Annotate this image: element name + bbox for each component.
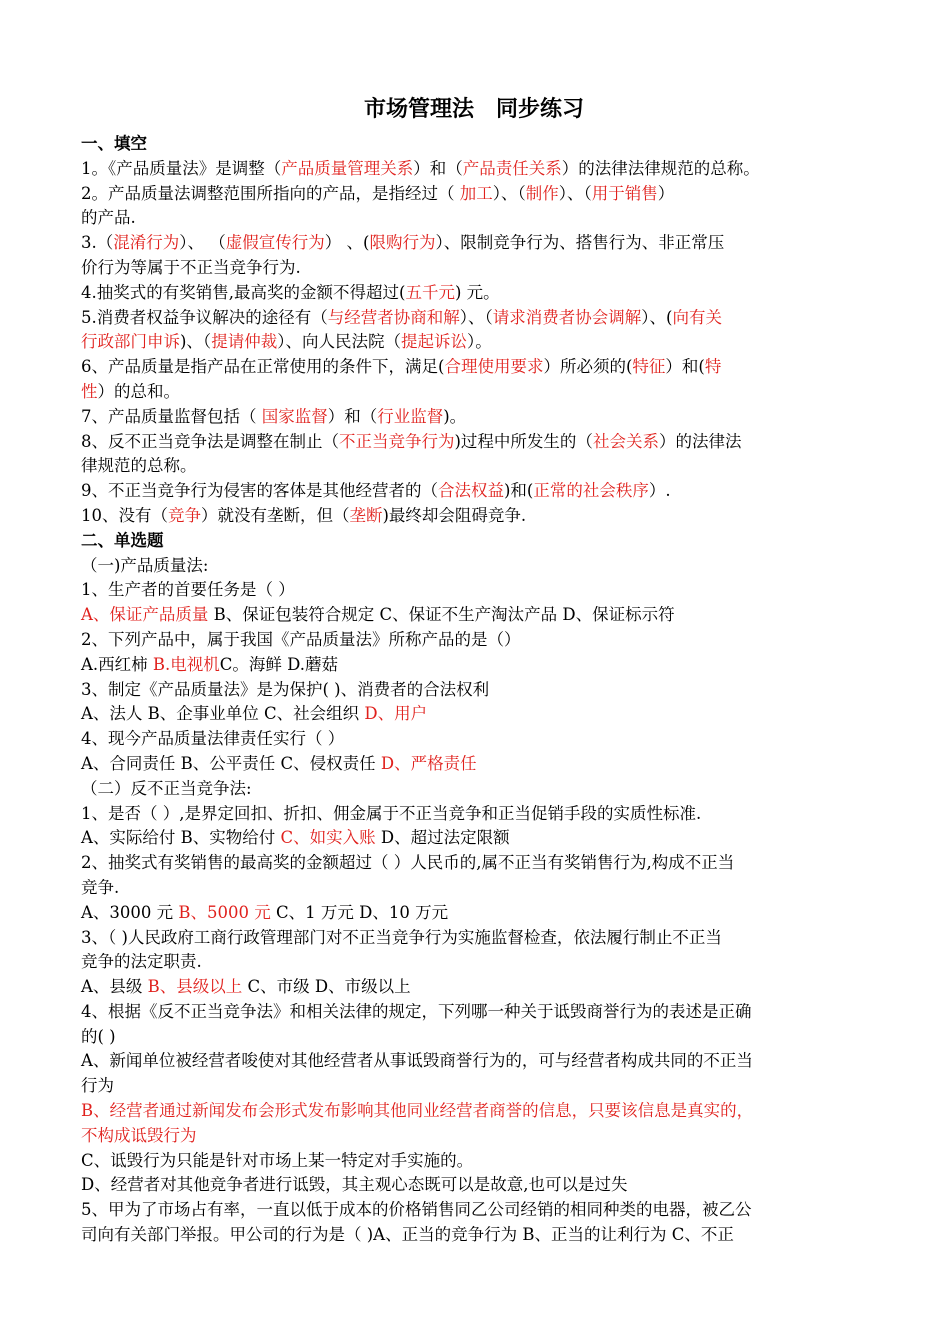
competition-question-2-cont: 竞争. [81,877,120,897]
answer: 行政部门申诉 [81,332,180,352]
fill-question-5: 5.消费者权益争议解决的途径有（与经营者协商和解）、（请求消费者协会调解）、(向有关 [81,307,722,327]
correct-option: C、如实入账 [280,828,376,848]
competition-question-5-cont: 司向有关部门举报。甲公司的行为是（ )A、正当的竞争行为 B、正当的让利行为 C、不正 [81,1225,734,1245]
answer: 特 [704,357,722,377]
correct-option: B、5000 元 [178,902,271,922]
competition-option-4c: C、诋毁行为只能是针对市场上某一特定对手实施的。 [81,1150,474,1170]
page-title [81,92,867,128]
competition-question-4-cont: 的( ) [81,1026,116,1046]
answer: 加工 [459,183,493,203]
answer: 与经营者协商和解 [327,307,460,327]
fill-question-4: 4.抽奖式的有奖销售,最高奖的金额不得超过(五千元) 元。 [81,282,500,302]
correct-option: B.电视机 [152,654,220,674]
competition-option-4b-correct: B、经营者通过新闻发布会形式发布影响其他同业经营者商誉的信息，只要该信息是真实的， [81,1101,754,1121]
competition-options-3: A、县级 B、县级以上 C、市级 D、市级以上 [81,977,411,997]
competition-options-1: A、实际给付 B、实物给付 C、如实入账 D、超过法定限额 [81,828,510,848]
competition-question-5: 5、甲为了市场占有率，一直以低于成本的价格销售同乙公司经销的相同种类的电器，被乙公 [81,1200,752,1220]
fill-question-8-cont: 律规范的总称。 [81,456,197,476]
section-heading-single-choice: 二、单选题 [81,530,164,550]
correct-option: A、保证产品质量 [81,605,209,625]
fill-question-2-cont: 的产品. [81,208,136,228]
answer: 提请仲裁 [211,332,278,352]
title-sub: 同步练习 [496,97,585,122]
answer: 五千元 [405,282,455,302]
competition-question-3: 3、（ )人民政府工商行政管理部门对不正当竞争行为实施监督检查，依法履行制止不正当 [81,927,722,947]
answer: 请求消费者协会调解 [492,307,642,327]
fill-question-3: 3.（混淆行为）、 （虚假宣传行为） 、(限购行为）、限制竞争行为、搭售行为、非正常压 [81,233,725,253]
choice-options-3: A、法人 B、企事业单位 C、社会组织 D、用户 [81,704,428,724]
choice-question-1: 1、生产者的首要任务是（ ） [81,580,295,600]
fill-question-2: 2。产品质量法调整范围所指向的产品，是指经过（ 加工）、（制作）、（用于销售） [81,183,675,203]
competition-option-4a: A、新闻单位被经营者唆使对其他经营者从事诋毁商誉行为的，可与经营者构成共同的不正当 [81,1051,753,1071]
fill-question-6-cont: 性）的总和。 [81,381,180,401]
competition-question-2: 2、抽奖式有奖销售的最高奖的金额超过（ ）人民币的,属不正当有奖销售行为,构成不正当 [81,853,735,873]
answer: 性 [81,381,98,401]
choice-options-4: A、合同责任 B、公平责任 C、侵权责任 D、严格责任 [81,753,477,773]
fill-question-7: 7、产品质量监督包括（ 国家监督）和（行业监督)。 [81,406,467,426]
fill-question-5-cont: 行政部门申诉)、（提请仲裁）、向人民法院（提起诉讼）。 [81,332,492,352]
answer: 制作 [525,183,559,203]
correct-option: B、县级以上 [147,977,243,997]
answer: 用于销售 [591,183,658,203]
answer: 正常的社会秩序 [533,481,649,501]
answer: 特征 [632,357,666,377]
section-heading-fill: 一、填空 [81,134,147,153]
answer: 向有关 [672,307,722,327]
correct-option: D、用户 [364,704,428,724]
choice-question-2: 2、下列产品中，属于我国《产品质量法》所称产品的是（） [81,629,521,649]
choice-question-4: 4、现今产品质量法律责任实行（ ） [81,729,345,749]
fill-question-10: 10、没有（竞争）就没有垄断，但（垄断)最终却会阻碍竞争. [81,505,527,525]
correct-option: D、严格责任 [380,753,477,773]
answer: 限购行为 [369,233,436,253]
competition-option-4d: D、经营者对其他竞争者进行诋毁，其主观心态既可以是故意,也可以是过失 [81,1175,628,1195]
competition-question-1: 1、是否（ ）,是界定回扣、折扣、佣金属于不正当竞争和正当促销手段的实质性标准. [81,803,702,823]
fill-question-1: 1。《产品质量法》是调整（产品质量管理关系）和（产品责任关系）的法律法律规范的总称。 [81,158,760,178]
answer: 竞争 [168,505,201,525]
answer: 混淆行为 [113,233,180,253]
answer: 社会关系 [592,431,659,451]
competition-options-2: A、3000 元 B、5000 元 C、1 万元 D、10 万元 [81,902,449,922]
answer: 提起诉讼 [400,332,467,352]
choice-options-2: A.西红柿 B.电视机C。海鲜 D.蘑菇 [81,654,339,674]
fill-question-3-cont: 价行为等属于不正当竞争行为. [81,257,301,277]
subsection-product-quality: （一)产品质量法: [81,555,209,575]
competition-option-4b-cont: 不构成诋毁行为 [81,1125,197,1145]
choice-question-3: 3、制定《产品质量法》是为保护( )、消费者的合法权利 [81,679,490,699]
document-page [81,92,867,1248]
competition-question-4: 4、根据《反不正当竞争法》和相关法律的规定，下列哪一种关于诋毁商誉行为的表述是正确 [81,1001,752,1021]
competition-option-4a-cont: 行为 [81,1076,114,1096]
answer: 不正当竞争行为 [339,431,455,451]
competition-question-3-cont: 竞争的法定职责. [81,952,202,972]
subsection-anti-unfair-competition: （二）反不正当竞争法: [81,778,252,798]
fill-question-8: 8、反不正当竞争法是调整在制止（不正当竞争行为)过程中所发生的（社会关系）的法律法 [81,431,742,451]
answer: 国家监督 [261,406,328,426]
fill-question-6: 6、产品质量是指产品在正常使用的条件下，满足(合理使用要求）所必须的(特征）和(特 [81,357,722,377]
title-main: 市场管理法 [363,97,474,122]
fill-question-9: 9、不正当竞争行为侵害的客体是其他经营者的（合法权益)和(正常的社会秩序）. [81,481,671,501]
answer: 合法权益 [438,481,504,501]
choice-options-1: A、保证产品质量 B、保证包装符合规定 C、保证不生产淘汰产品 D、保证标示符 [81,605,675,625]
answer: 虚假宣传行为 [225,233,325,253]
answer: 行业监督 [377,406,444,426]
answer: 合理使用要求 [444,357,544,377]
answer: 垄断 [349,505,383,525]
answer: 产品责任关系 [462,158,562,178]
answer: 产品质量管理关系 [281,158,414,178]
